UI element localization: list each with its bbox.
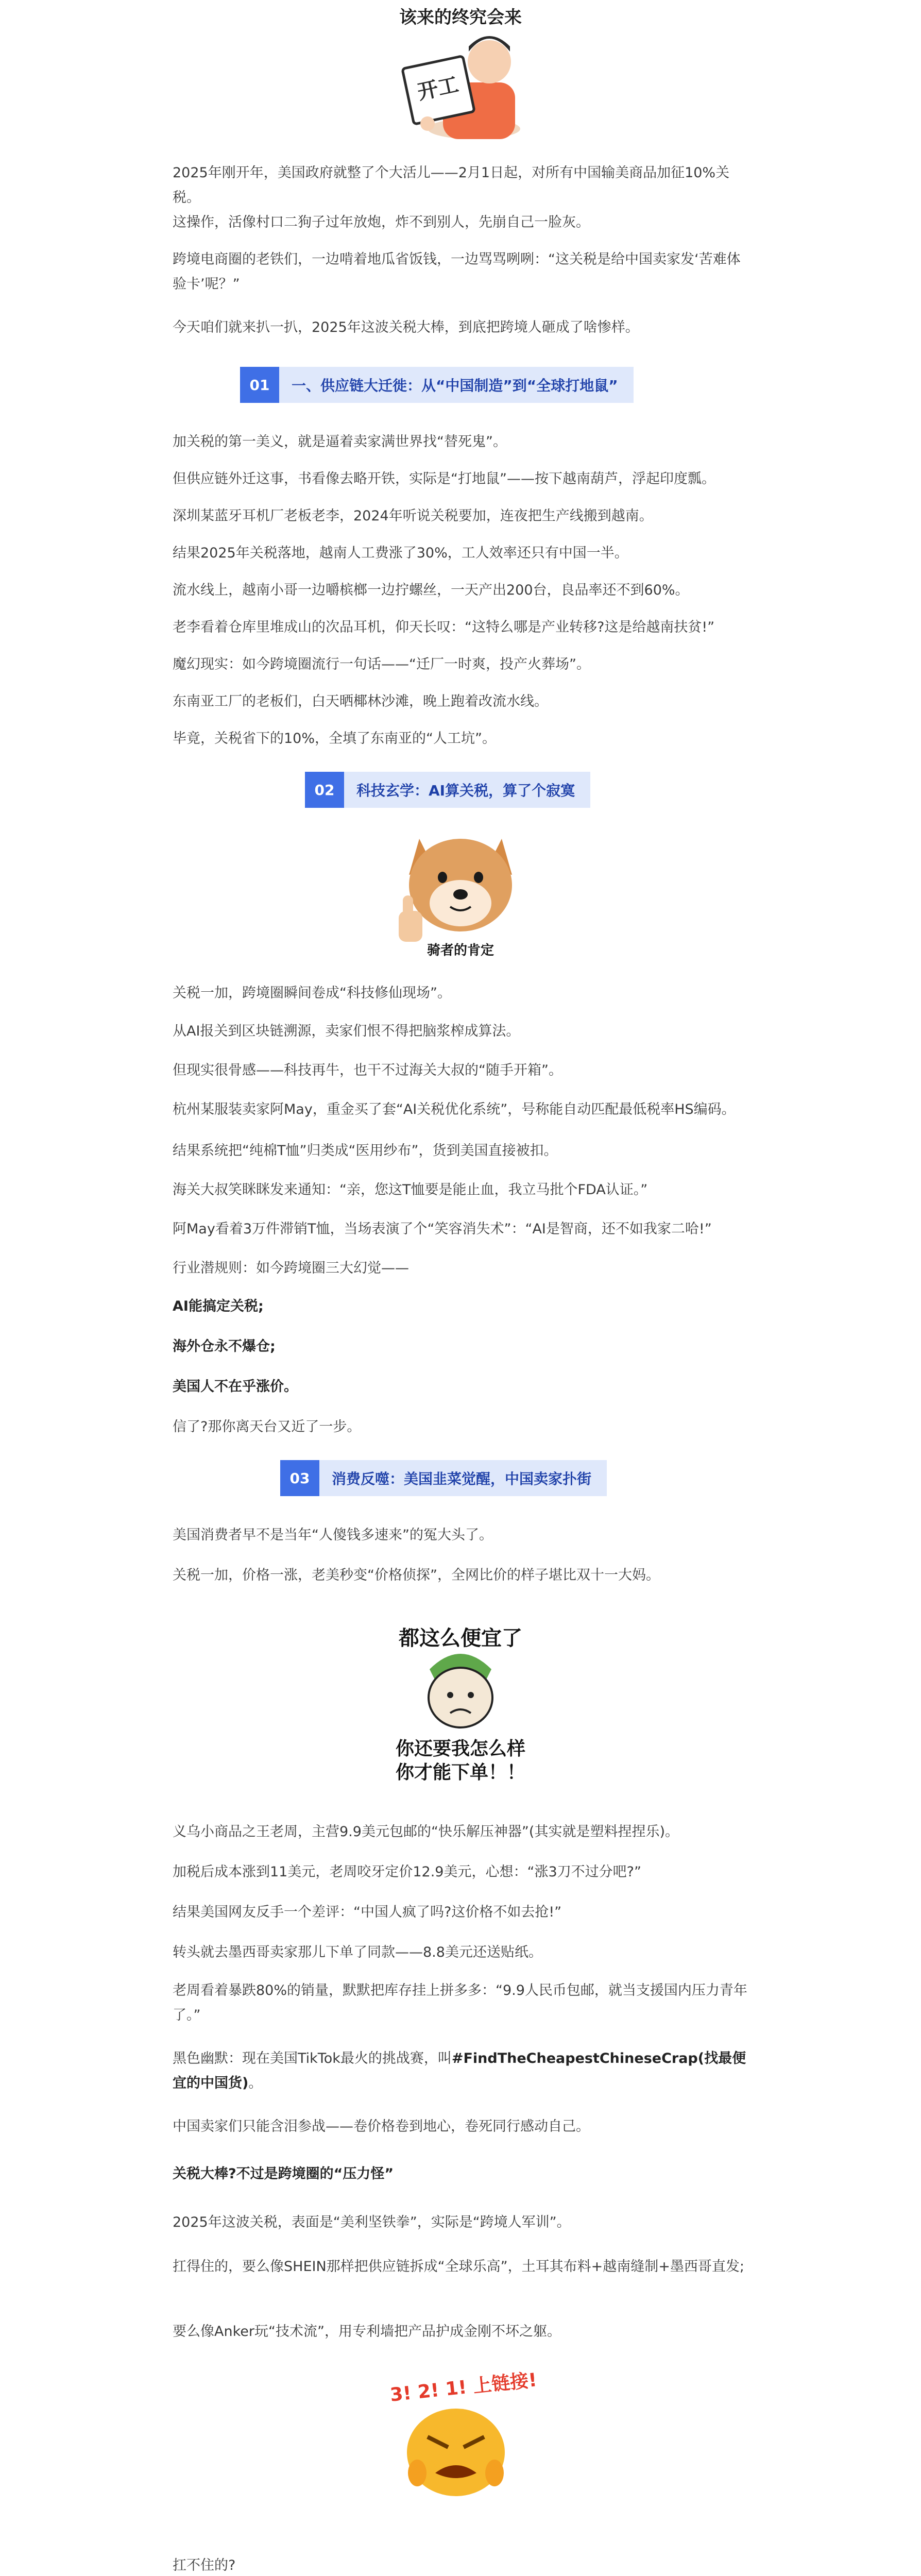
- meme-text-bottom: 你还要我怎么样 你才能下单！！: [395, 1738, 525, 1783]
- s1-para-8: 东南亚工厂的老板们，白天晒椰林沙滩，晚上跑着改流水线。: [173, 693, 548, 709]
- s1-para-3: 深圳某蓝牙耳机厂老板老李，2024年听说关税要加，连夜把生产线搬到越南。: [173, 508, 653, 524]
- s2-para-5: 结果系统把“纯棉T恤”归类成“医用纱布”，货到美国直接被扣。: [173, 1143, 558, 1159]
- s1-para-6: 老李看着仓库里堆成山的次品耳机，仰天长叹：“这特么哪是产业转移?这是给越南扶贫!”: [173, 619, 715, 635]
- s3-para-2: 关税一加，价格一涨，老美秒变“价格侦探”，全网比价的样子堪比双十一大妈。: [173, 1567, 660, 1583]
- illusion-1: AI能搞定关税;: [173, 1298, 264, 1314]
- intro-para-4: 今天咱们就来扒一扒，2025年这波关税大棒，到底把跨境人砸成了啥惨样。: [173, 319, 639, 335]
- s1-para-4: 结果2025年关税落地，越南人工费涨了30%，工人效率还只有中国一半。: [173, 545, 628, 561]
- section-title: 科技玄学：AI算关税，算了个寂寞: [344, 772, 590, 808]
- s3-para-6: 转头就去墨西哥卖家那儿下单了同款——8.8美元还送贴纸。: [173, 1944, 542, 1960]
- page-title: 该来的终究会来: [399, 7, 522, 28]
- s1-para-9: 毕竟，关税省下的10%，全填了东南亚的“人工坑”。: [173, 731, 496, 747]
- s2-para-1: 关税一加，跨境圈瞬间卷成“科技修仙现场”。: [173, 985, 451, 1001]
- sticker-caption: 骑者的肯定: [427, 943, 494, 958]
- black-humor-prefix: 黑色幽默：现在美国TikTok最火的挑战赛，叫: [173, 2050, 452, 2066]
- s2-para-4: 杭州某服装卖家阿May，重金买了套“AI关税优化系统”，号称能自动匹配最低税率HS编码。: [173, 1101, 736, 1117]
- s1-para-7: 魔幻现实：如今跨境圈流行一句话——“迁厂一时爽，投产火葬场”。: [173, 656, 590, 672]
- section-heading-02: [305, 772, 590, 808]
- s3-para-10: 扛得住的，要么像SHEIN那样把供应链拆成“全球乐高”，土耳其布料+越南缝制+墨西哥直发;: [173, 2259, 744, 2275]
- section-number: 03: [280, 1460, 319, 1496]
- s2-closing: 信了?那你离天台又近了一步。: [173, 1419, 361, 1435]
- s1-para-5: 流水线上，越南小哥一边嚼槟榔一边拧螺丝，一天产出200台，良品率还不到60%。: [173, 582, 689, 598]
- meme-sticker: [409, 1649, 512, 1731]
- s3-para-8: 中国卖家们只能含泪参战——卷价格卷到地心，卷死同行感动自己。: [173, 2119, 590, 2134]
- sign-text: 开工: [415, 73, 461, 105]
- s3-black-humor: [173, 2046, 748, 2096]
- s2-para-6: 海关大叔笑眯眯发来通知：“亲，您这T恤要是能止血，我立马批个FDA认证。”: [173, 1182, 648, 1198]
- s2-para-3: 但现实很骨感——科技再牛，也干不过海关大叔的“随手开箱”。: [173, 1062, 562, 1078]
- header-illustration: [397, 31, 531, 139]
- section-number: 02: [305, 772, 344, 808]
- s1-para-1: 加关税的第一美义，就是逼着卖家满世界找“替死鬼”。: [173, 434, 507, 450]
- intro-para-2: 这操作，活像村口二狗子过年放炮，炸不到别人，先崩自己一脸灰。: [173, 214, 590, 230]
- emoji-sticker: [397, 2396, 515, 2499]
- s3-para-12: 扛不住的?: [173, 2557, 236, 2573]
- emoji-sticker-text: 3! 2! 1! 上链接!: [389, 2369, 538, 2406]
- s3-para-11: 要么像Anker玩“技术流”，用专利墙把产品护成金刚不坏之躯。: [173, 2324, 561, 2340]
- section-title: 一、供应链大迁徙：从“中国制造”到“全球打地鼠”: [279, 367, 634, 403]
- section-heading-03: [280, 1460, 607, 1496]
- s3-para-7: 老周看着暴跌80%的销量，默默把库存挂上拼多多：“9.9人民币包邮，就当支援国内压力青年了。”: [173, 1982, 747, 2023]
- illusion-2: 海外仓永不爆仓;: [173, 1338, 276, 1354]
- section-heading-01: [240, 367, 634, 403]
- s3-para-5: 结果美国网友反手一个差评：“中国人疯了吗?这价格不如去抢!”: [173, 1904, 562, 1920]
- section-number: 01: [240, 367, 279, 403]
- s2-para-7: 阿May看着3万件滞销T恤，当场表演了个“笑容消失术”：“AI是智商，还不如我家二哈!”: [173, 1221, 712, 1237]
- intro-para-3: 跨境电商圈的老铁们，一边啃着地瓜省饭钱，一边骂骂咧咧：“这关税是给中国卖家发‘苦难体验卡’呢？”: [173, 251, 741, 292]
- intro-para-1: 2025年刚开年，美国政府就整了个大活儿——2月1日起，对所有中国输美商品加征10%关税。: [173, 165, 730, 206]
- shiba-sticker: [388, 818, 533, 952]
- section-title: 消费反噬：美国韭菜觉醒，中国卖家扑街: [319, 1460, 607, 1496]
- illusion-3: 美国人不在乎涨价。: [173, 1379, 298, 1395]
- black-humor-suffix: 。: [248, 2075, 263, 2091]
- s3-para-3: 义乌小商品之王老周，主营9.9美元包邮的“快乐解压神器”(其实就是塑料捏捏乐)。: [173, 1824, 679, 1840]
- black-humor-tag: #FindTheCheapestChineseCrap(找最便宜的中国货): [173, 2050, 746, 2091]
- s3-para-4: 加税后成本涨到11美元，老周咬牙定价12.9美元，心想：“涨3刀不过分吧?”: [173, 1864, 641, 1880]
- s2-para-8: 行业潜规则：如今跨境圈三大幻觉——: [173, 1260, 409, 1276]
- s2-para-2: 从AI报关到区块链溯源，卖家们恨不得把脑浆榨成算法。: [173, 1023, 520, 1039]
- s3-para-1: 美国消费者早不是当年“人傻钱多速来”的冤大头了。: [173, 1527, 493, 1543]
- s3-subhead: 关税大棒?不过是跨境圈的“压力怪”: [173, 2166, 394, 2182]
- meme-text-top: 都这么便宜了: [399, 1626, 522, 1650]
- s3-para-9: 2025年这波关税，表面是“美利坚铁拳”，实际是“跨境人军训”。: [173, 2214, 571, 2230]
- s1-para-2: 但供应链外迁这事，书看像去略开铁，实际是“打地鼠”——按下越南葫芦，浮起印度瓢。: [173, 471, 715, 487]
